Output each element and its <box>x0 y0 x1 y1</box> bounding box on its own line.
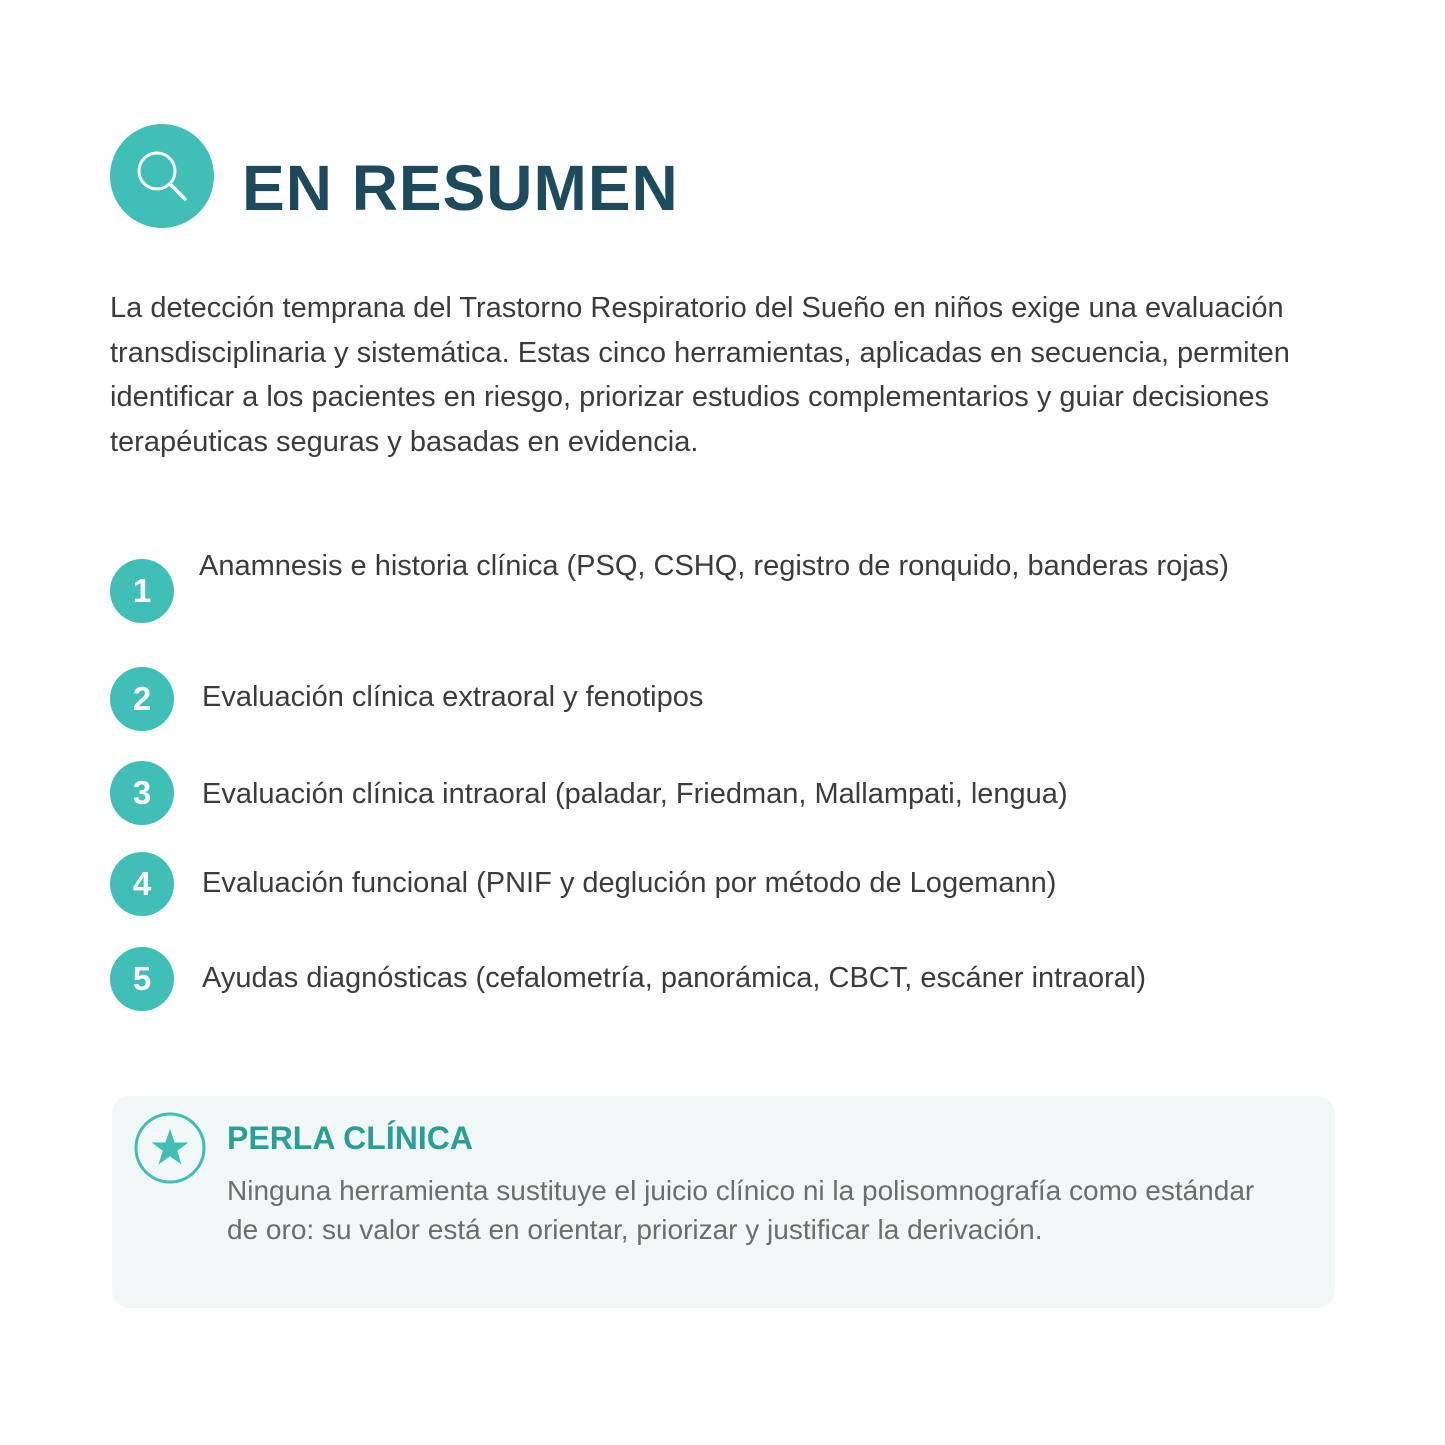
pearl-title: PERLA CLÍNICA <box>227 1120 473 1156</box>
step-text: Evaluación funcional (PNIF y deglución por método de Logemann) <box>202 867 1057 899</box>
star-icon <box>134 1112 206 1184</box>
step-text: Anamnesis e historia clínica (PSQ, CSHQ, registro de ronquido, banderas rojas) <box>199 550 1229 582</box>
step-text: Evaluación clínica intraoral (paladar, Friedman, Mallampati, lengua) <box>202 778 1068 810</box>
step-number-badge: 2 <box>110 667 174 731</box>
step-text: Ayudas diagnósticas (cefalometría, panorámica, CBCT, escáner intraoral) <box>202 962 1147 994</box>
clinical-pearl-box <box>112 1096 1335 1308</box>
search-icon <box>110 124 214 228</box>
page-title: EN RESUMEN <box>242 152 679 224</box>
step-number-badge: 4 <box>110 852 174 916</box>
step-number-badge: 1 <box>110 559 174 623</box>
step-number-badge: 5 <box>110 947 174 1011</box>
step-text: Evaluación clínica extraoral y fenotipos <box>202 681 704 713</box>
intro-paragraph: La detección temprana del Trastorno Respiratorio del Sueño en niños exige una evaluación transdisciplinaria y sistemática. Estas cinco herramientas, aplicadas en secuencia, permiten identificar a los pacientes en riesgo, priorizar estudios complementarios y guiar decisiones terapéuticas seguras y basadas en evidencia. <box>110 292 1290 458</box>
pearl-text: Ninguna herramienta sustituye el juicio clínico ni la polisomnografía como estándar de oro: su valor está en orientar, priorizar y justificar la derivación. <box>227 1175 1255 1245</box>
step-number-badge: 3 <box>110 761 174 825</box>
